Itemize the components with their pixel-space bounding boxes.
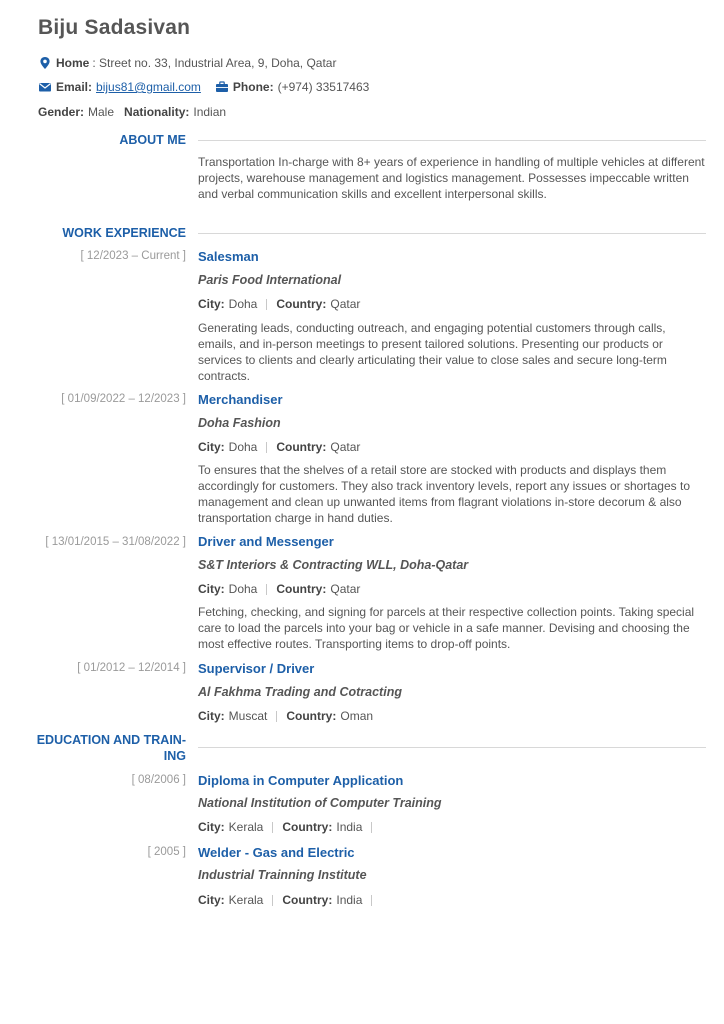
city-label: City: [198, 893, 225, 907]
country-value: Qatar [330, 582, 361, 596]
job-title: Merchandiser [198, 392, 283, 407]
about-divider [198, 140, 706, 141]
education-divider [198, 747, 706, 748]
separator [272, 822, 273, 833]
job-date: [ 13/01/2015 – 31/08/2022 ] [45, 536, 186, 548]
gender-label: Gender: [38, 105, 85, 119]
job-employer: Doha Fashion [198, 416, 281, 430]
country-value: India [336, 893, 363, 907]
city-value: Doha [228, 582, 258, 596]
city-label: City: [198, 709, 225, 723]
city-value: Kerala [228, 893, 264, 907]
job-date: [ 01/09/2022 – 12/2023 ] [61, 393, 186, 405]
city-value: Doha [228, 440, 258, 454]
phone-value: (+974) 33517463 [277, 80, 370, 94]
map-pin-icon [38, 56, 52, 70]
separator [266, 442, 267, 453]
personal-info-line [38, 105, 226, 119]
email-label: Email: [56, 80, 93, 94]
job-location [198, 582, 360, 596]
nationality-value: Indian [193, 105, 227, 119]
job-date: [ 01/2012 – 12/2014 ] [77, 662, 186, 674]
country-label: Country: [282, 820, 333, 834]
separator [371, 895, 372, 906]
home-address-line [38, 56, 336, 70]
country-label: Country: [276, 440, 327, 454]
email-phone-line [38, 80, 369, 94]
education-location [198, 893, 381, 907]
separator [266, 584, 267, 595]
country-value: India [336, 820, 363, 834]
country-label: Country: [282, 893, 333, 907]
country-value: Qatar [330, 297, 361, 311]
separator [276, 711, 277, 722]
job-location [198, 440, 360, 454]
education-date: [ 08/2006 ] [131, 774, 186, 786]
job-description: Generating leads, conducting outreach, and engaging potential customers through calls, emails, and in-person meetings to present tailored solutions. Presenting our products or services to clients and clearly articulating their value to close sales and secure long-term contracts. [198, 321, 667, 383]
separator [272, 895, 273, 906]
education-institution: Industrial Trainning Institute [198, 868, 367, 882]
country-label: Country: [276, 582, 327, 596]
separator [371, 822, 372, 833]
work-section-title: WORK EXPERIENCE [62, 226, 186, 240]
city-label: City: [198, 440, 225, 454]
about-section-title: ABOUT ME [119, 133, 186, 147]
city-value: Kerala [228, 820, 264, 834]
home-value: : Street no. 33, Industrial Area, 9, Doha, Qatar [92, 56, 337, 70]
country-value: Qatar [330, 440, 361, 454]
envelope-icon [38, 80, 52, 94]
country-label: Country: [286, 709, 337, 723]
job-location [198, 709, 373, 723]
job-title: Salesman [198, 249, 259, 264]
gender-value: Male [88, 105, 115, 119]
candidate-name: Biju Sadasivan [38, 16, 191, 39]
education-date: [ 2005 ] [147, 846, 186, 858]
city-label: City: [198, 297, 225, 311]
education-title-line-2: ING [163, 749, 186, 763]
job-employer: Paris Food International [198, 273, 342, 287]
email-link[interactable]: bijus81@gmail.com [96, 80, 201, 94]
job-title: Supervisor / Driver [198, 661, 315, 676]
city-value: Muscat [228, 709, 268, 723]
education-title: Diploma in Computer Application [198, 773, 404, 788]
about-text: Transportation In-charge with 8+ years of experience in handling of multiple vehicles at different projects, warehouse management and logistics management. Possesses impeccable written and verbal communication skills and excellent interpersonal skills. [198, 155, 705, 201]
briefcase-icon [215, 80, 229, 94]
city-value: Doha [228, 297, 258, 311]
job-employer: S&T Interiors & Contracting WLL, Doha-Qatar [198, 558, 469, 572]
phone-label: Phone: [232, 80, 274, 94]
separator [266, 299, 267, 310]
job-description: Fetching, checking, and signing for parcels at their respective collection points. Taking special care to load the parcels into your bag or vehicle in a safe manner. Devising and choosing the most effective routes. Transporting items to drop-off points. [198, 605, 695, 651]
job-title: Driver and Messenger [198, 534, 334, 549]
education-title-line-1: EDUCATION AND TRAIN- [36, 733, 186, 747]
education-institution: National Institution of Computer Training [198, 796, 442, 810]
job-location [198, 297, 360, 311]
home-label: Home [56, 56, 90, 70]
country-value: Oman [340, 709, 374, 723]
education-title: Welder - Gas and Electric [198, 845, 355, 860]
job-employer: Al Fakhma Trading and Cotracting [198, 685, 402, 699]
city-label: City: [198, 582, 225, 596]
job-date: [ 12/2023 – Current ] [80, 250, 186, 262]
work-divider [198, 233, 706, 234]
education-location [198, 820, 381, 834]
job-description: To ensures that the shelves of a retail store are stocked with products and displays them accordingly for customers. They also track inventory levels, report any issues or shortages to management and clean up unwanted items from flagrant violations in-store decorum & also transportation charge in hand duties. [198, 463, 690, 525]
nationality-label: Nationality: [124, 105, 190, 119]
city-label: City: [198, 820, 225, 834]
education-section-title [37, 732, 186, 764]
country-label: Country: [276, 297, 327, 311]
